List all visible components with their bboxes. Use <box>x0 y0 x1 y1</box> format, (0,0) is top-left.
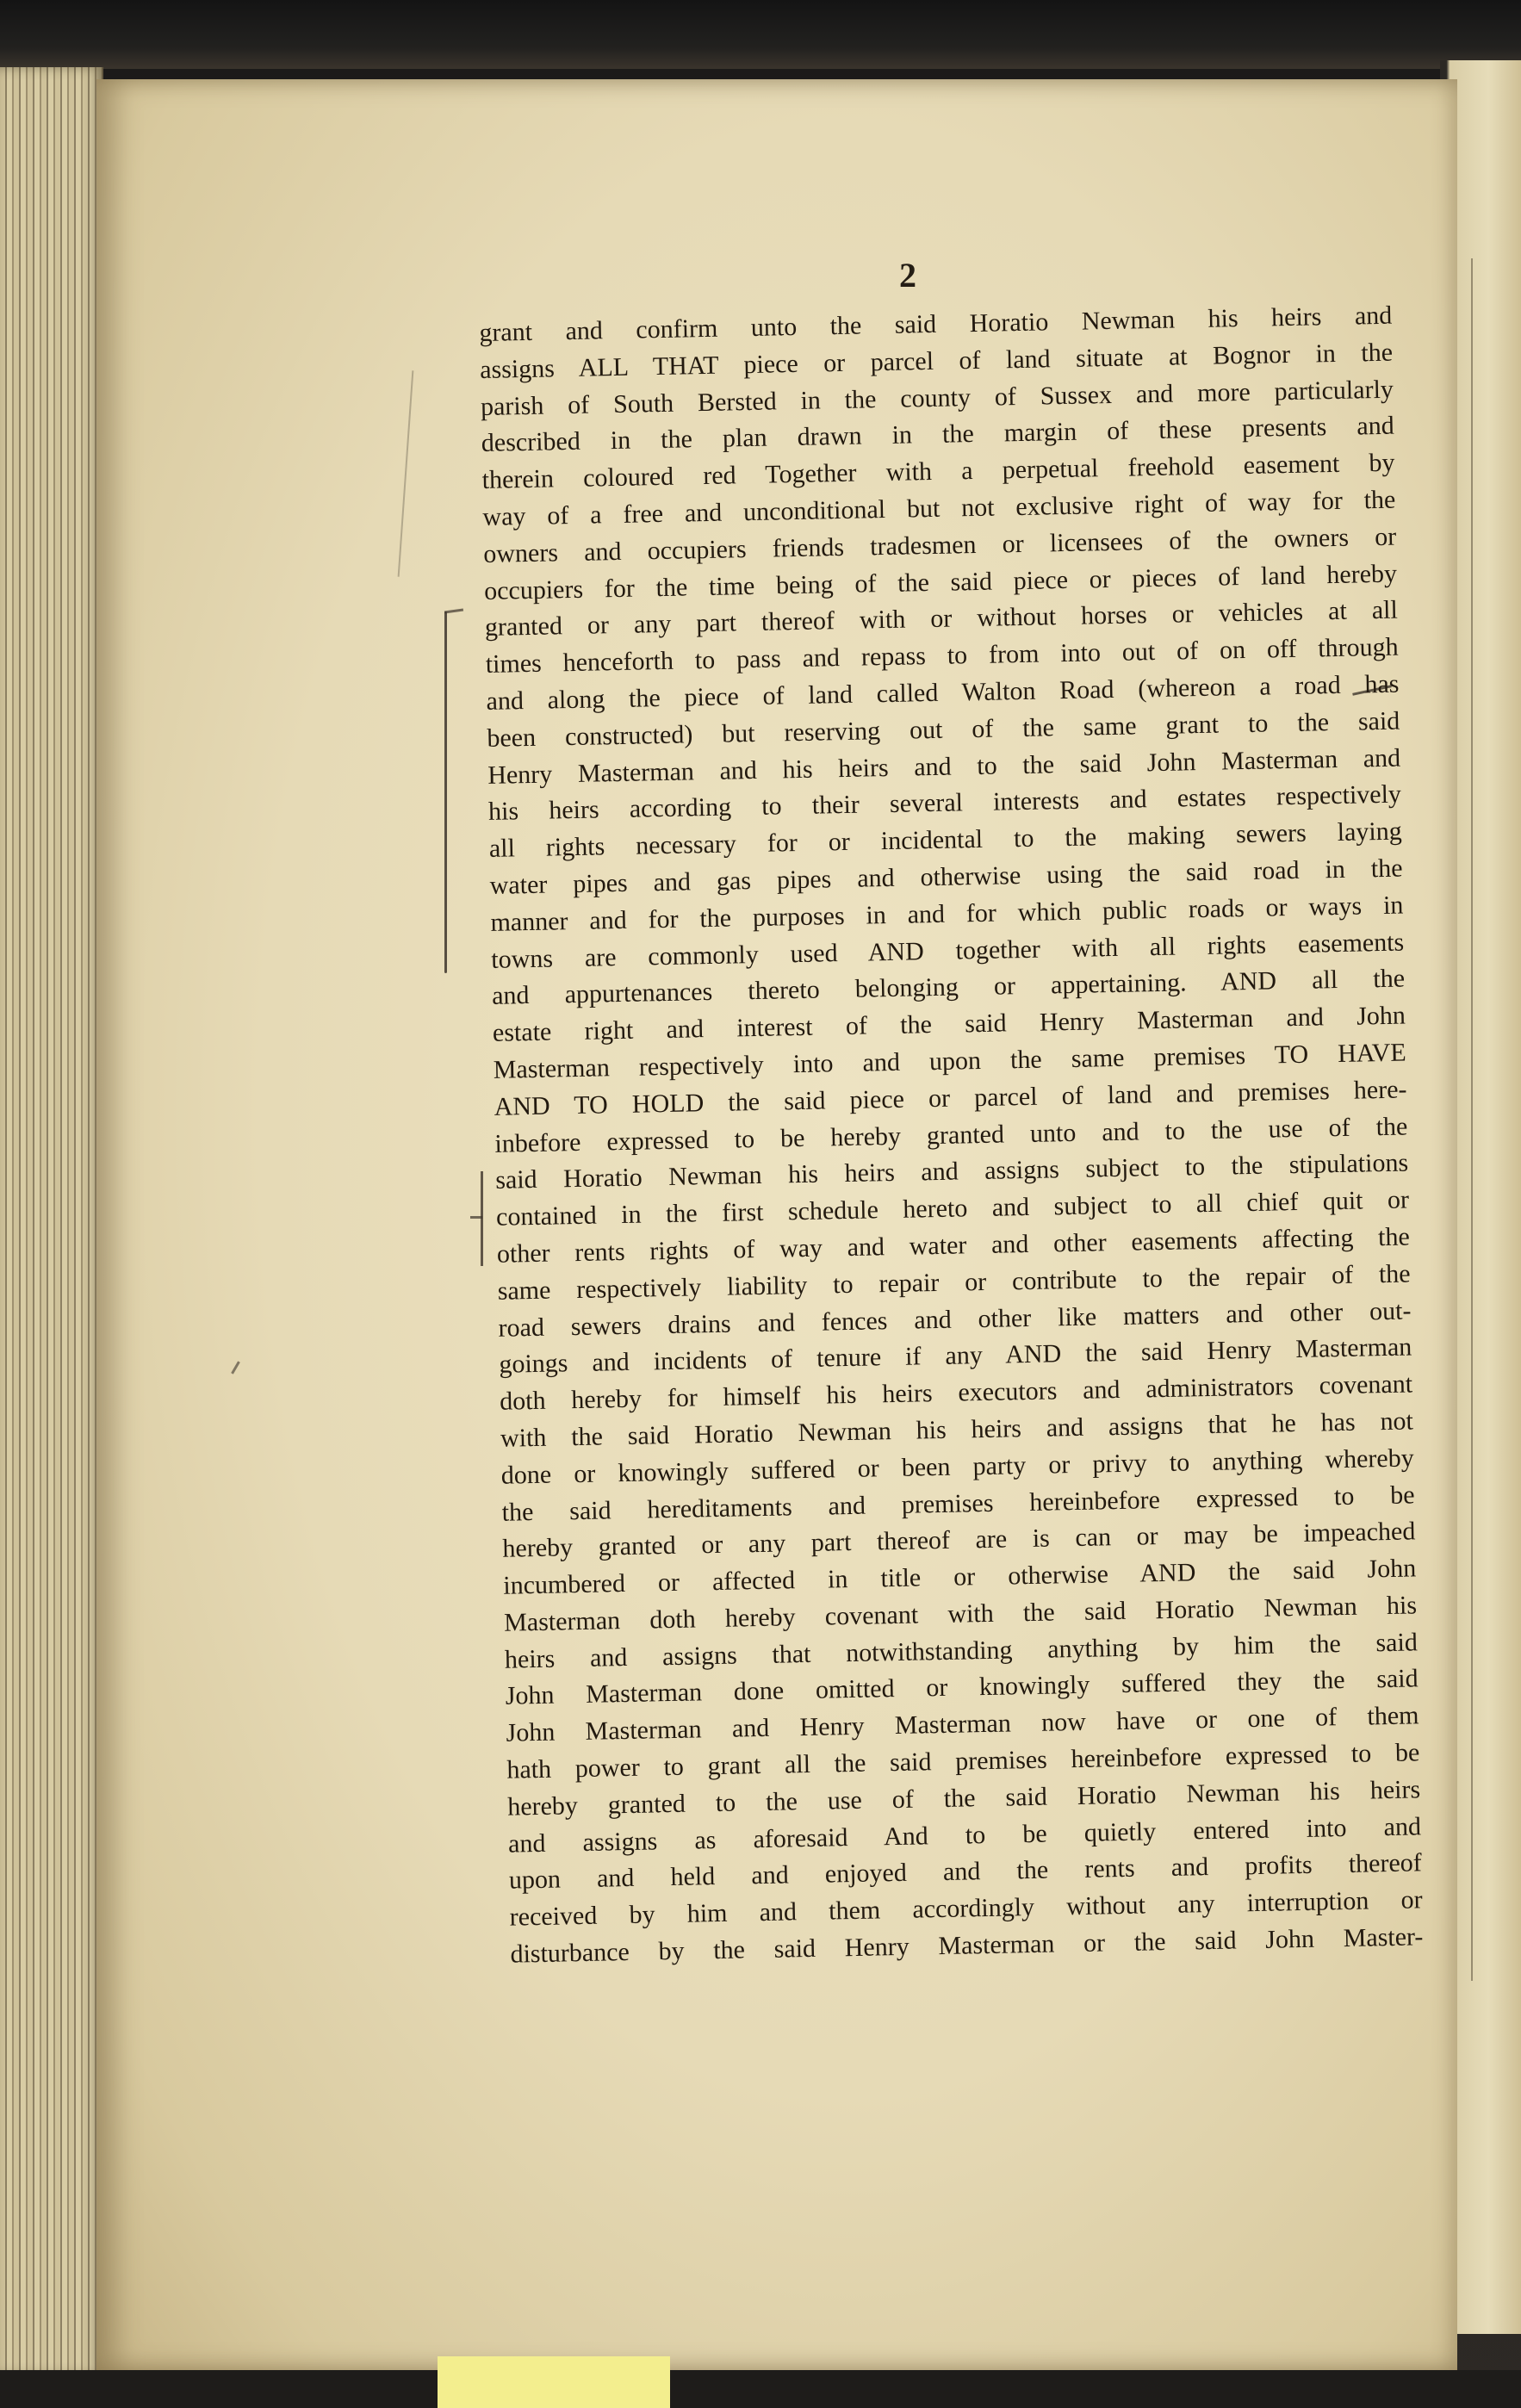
text-line: estate right and interest of the said Henry Masterman and John <box>492 1001 1406 1047</box>
text-line: other rents rights of way and water and other easements affecting the <box>496 1222 1411 1269</box>
text-line: described in the plan drawn in the margin of these presents and <box>481 412 1394 458</box>
text-line: the said hereditaments and premises hereinbefore expressed to be <box>501 1480 1415 1527</box>
page-stack-edges <box>0 67 103 2375</box>
text-line: and appurtenances thereto belonging or appertaining. AND all the <box>491 964 1406 1011</box>
text-line: parish of South Bersted in the county of Sussex and more particularly <box>480 375 1394 421</box>
text-line: towns are commonly used AND together with all rights easements <box>491 928 1405 974</box>
text-line: his heirs according to their several interests and estates respectively <box>487 779 1402 827</box>
text-line: Masterman respectively into and upon the same premises TO HAVE <box>493 1038 1406 1084</box>
text-line: AND TO HOLD the said piece or parcel of land and premises here- <box>494 1075 1407 1121</box>
text-line: contained in the first schedule hereto and subject to all chief quit or <box>495 1185 1410 1232</box>
margin-bracket <box>444 611 447 973</box>
text-line: hereby granted to the use of the said Horatio Newman his heirs <box>506 1775 1421 1822</box>
text-line: way of a free and unconditional but not exclusive right of way for the <box>482 485 1396 531</box>
text-line: with the said Horatio Newman his heirs and assigns that he has not <box>500 1406 1414 1453</box>
text-line: received by him and them accordingly without any interruption or <box>509 1885 1423 1932</box>
text-line: hath power to grant all the said premises hereinbefore expressed to be <box>506 1738 1420 1784</box>
text-line: goings and incidents of tenure if any AND the said Henry Masterman <box>499 1332 1412 1380</box>
text-line: John Masterman done omitted or knowingly suffered they the said <box>505 1664 1419 1711</box>
text-line: incumbered or affected in title or otherwise AND the said John <box>503 1554 1417 1600</box>
text-line: manner and for the purposes in and for which public roads or ways in <box>490 891 1404 937</box>
text-line: same respectively liability to repair or contribute to the repair of the <box>497 1259 1411 1306</box>
text-line: therein coloured red Together with a perpetual freehold easement by <box>481 448 1395 495</box>
text-line: been constructed) but reserving out of the same grant to the said <box>487 706 1400 753</box>
text-line: grant and confirm unto the said Horatio Newman his heirs and <box>479 301 1393 347</box>
text-line: assigns ALL THAT piece or parcel of land situate at Bognor in the <box>479 338 1394 384</box>
text-line: doth hereby for himself his heirs executors and administrators covenant <box>499 1369 1413 1416</box>
text-line: disturbance by the said Henry Masterman or the said John Master- <box>510 1922 1424 1969</box>
text-line: said Horatio Newman his heirs and assigns subject to the stipulations <box>494 1148 1409 1195</box>
book-binding-bottom <box>0 2370 1521 2408</box>
text-line: and assigns as aforesaid And to be quietly entered into and <box>507 1811 1422 1859</box>
text-line: Masterman doth hereby covenant with the said Horatio Newman his <box>503 1591 1418 1637</box>
text-line: inbefore expressed to be hereby granted unto and to the use of the <box>494 1112 1408 1158</box>
text-line: times henceforth to pass and repass to from into out of on off through <box>485 632 1399 680</box>
facing-page-rule <box>1471 258 1473 1981</box>
text-line: hereby granted or any part thereof are is can or may be impeached <box>502 1517 1416 1564</box>
text-line: upon and held and enjoyed and the rents and profits thereof <box>508 1848 1423 1896</box>
margin-bracket <box>481 1171 483 1266</box>
yellow-bookmark-tab <box>438 2356 670 2408</box>
margin-bracket-point <box>470 1216 482 1219</box>
text-line: John Masterman and Henry Masterman now have or one of them <box>506 1701 1419 1747</box>
text-line: owners and occupiers friends tradesmen or licensees of the owners or <box>483 522 1397 568</box>
text-line: all rights necessary for or incidental to the making sewers laying <box>488 816 1403 864</box>
text-line: heirs and assigns that notwithstanding anything by him the said <box>504 1628 1419 1674</box>
body-text <box>479 298 1424 1974</box>
book-binding-top <box>0 0 1521 69</box>
page-number: 2 <box>899 256 916 295</box>
text-line: Henry Masterman and his heirs and to the said John Masterman and <box>487 743 1401 790</box>
text-line: and along the piece of land called Walton Road (whereon a road has <box>486 669 1400 716</box>
text-line: road sewers drains and fences and other like matters and other out- <box>498 1295 1412 1343</box>
text-line: done or knowingly suffered or been party or privy to anything whereby <box>500 1443 1414 1490</box>
text-line: granted or any part thereof with or without horses or vehicles at all <box>484 595 1399 642</box>
text-line: occupiers for the time being of the said piece or pieces of land hereby <box>483 559 1398 605</box>
text-line: water pipes and gas pipes and otherwise using the said road in the <box>489 853 1403 900</box>
